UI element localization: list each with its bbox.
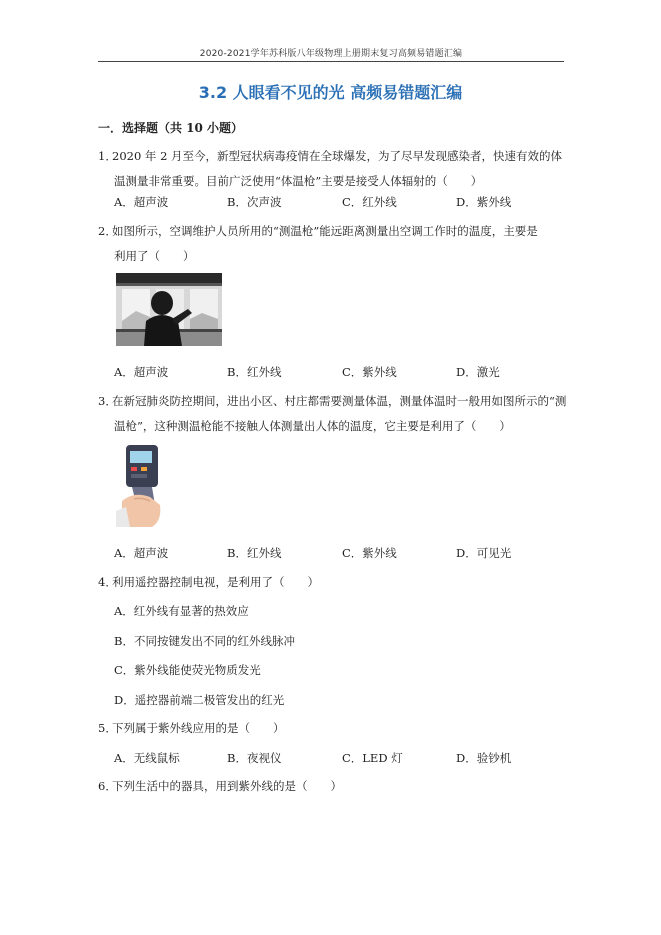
option-c: C．红外线 — [342, 195, 397, 209]
question-text-line2: 温测量非常重要。目前广泛使用“体温枪”主要是接受人体辐射的（ ） — [114, 174, 483, 188]
question-number: 6． — [98, 779, 117, 793]
page-header: 2020-2021学年苏科版八年级物理上册期末复习高频易错题汇编 — [199, 49, 463, 59]
option-a: A．无线鼠标 — [114, 751, 180, 765]
option-a: A．红外线有显著的热效应 — [114, 604, 249, 618]
option-b: B．红外线 — [227, 365, 282, 379]
question-number: 5． — [98, 721, 117, 735]
options-q2 — [114, 364, 574, 384]
option-d: D．验钞机 — [456, 751, 512, 765]
option-a: A．超声波 — [114, 546, 169, 560]
question-text-line1: 如图所示，空调维护人员所用的“测温枪”能远距离测量出空调工作时的温度，主要是 — [112, 224, 538, 238]
question-number: 4． — [98, 575, 117, 589]
question-text-line1: 2020 年 2 月至今，新型冠状病毒疫情在全球爆发，为了尽早发现感染者，快速有效的体 — [112, 149, 563, 163]
page-title: 3.2 人眼看不见的光 高频易错题汇编 — [198, 83, 463, 102]
options-q3 — [114, 545, 574, 565]
option-c: C．紫外线 — [342, 546, 397, 560]
option-b: B．不同按键发出不同的红外线脉冲 — [114, 634, 295, 648]
option-c: C．LED 灯 — [342, 751, 403, 765]
option-b: B．次声波 — [227, 195, 282, 209]
question-6 — [98, 774, 568, 799]
question-number: 2． — [98, 224, 117, 238]
option-c: C．紫外线 — [342, 365, 397, 379]
technician-photo — [116, 273, 222, 346]
question-text-line1: 下列属于紫外线应用的是（ ） — [112, 721, 285, 735]
question-text-line1: 下列生活中的器具，用到紫外线的是（ ） — [112, 779, 342, 793]
options-q1 — [114, 194, 574, 214]
question-text-line1: 利用遥控器控制电视，是利用了（ ） — [112, 575, 319, 589]
question-4 — [98, 570, 568, 595]
question-5 — [98, 716, 568, 741]
option-a: A．超声波 — [114, 365, 169, 379]
header-rule — [98, 61, 564, 62]
section-heading: 一．选择题（共 10 小题） — [98, 121, 244, 135]
question-text-line1: 在新冠肺炎防控期间，进出小区、村庄都需要测量体温，测量体温时一般用如图所示的“测 — [112, 394, 567, 408]
option-c: C．紫外线能使荧光物质发光 — [114, 663, 261, 677]
option-a: A．超声波 — [114, 195, 169, 209]
thermometer-gun-photo — [116, 441, 171, 527]
option-b: B．夜视仪 — [227, 751, 282, 765]
question-1 — [98, 144, 568, 194]
option-d: D．遥控器前端二极管发出的红光 — [114, 693, 285, 707]
option-d: D．可见光 — [456, 546, 512, 560]
question-number: 1． — [98, 149, 117, 163]
question-2 — [98, 219, 568, 269]
option-b: B．红外线 — [227, 546, 282, 560]
option-d: D．激光 — [456, 365, 500, 379]
question-number: 3． — [98, 394, 117, 408]
options-q5 — [114, 750, 574, 770]
question-text-line2: 利用了（ ） — [114, 249, 195, 263]
question-text-line2: 温枪”，这种测温枪能不接触人体测量出人体的温度，它主要是利用了（ ） — [114, 419, 511, 433]
option-d: D．紫外线 — [456, 195, 512, 209]
question-3 — [98, 389, 568, 439]
